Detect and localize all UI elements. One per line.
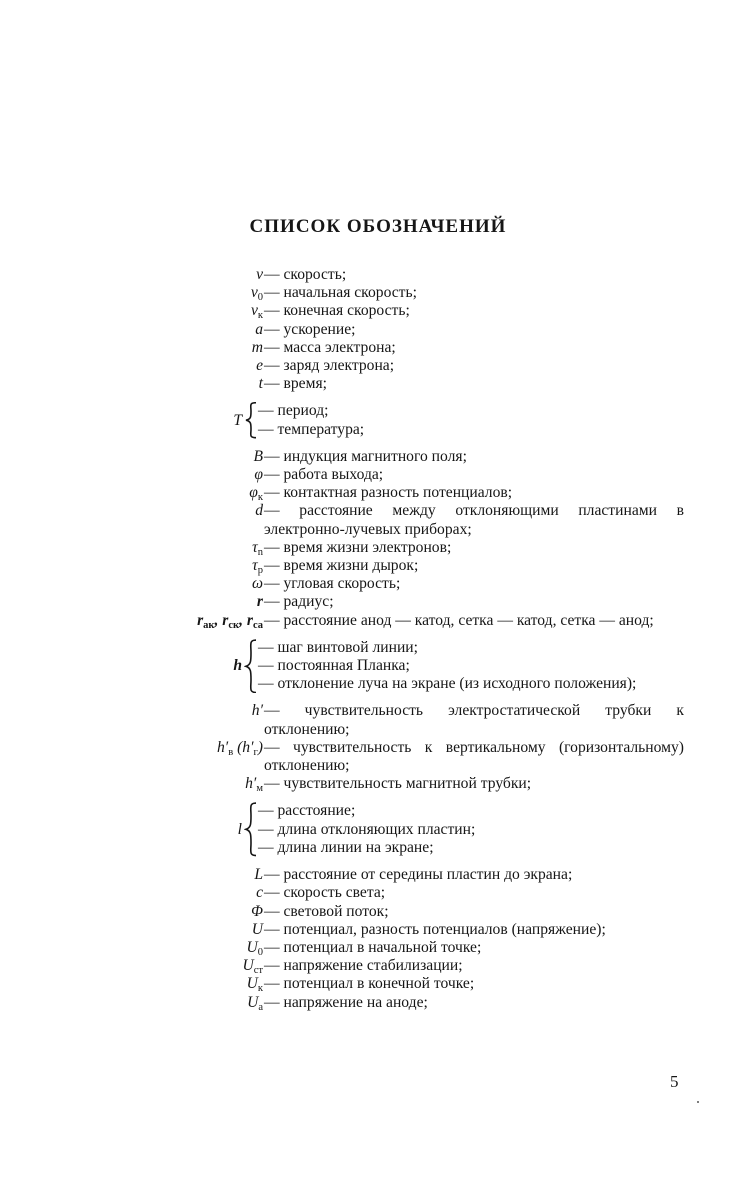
symbol: $\varphi_к$ bbox=[249, 484, 263, 504]
description: — расстояние от середины пластин до экрана; bbox=[264, 866, 573, 884]
entry-a bbox=[0, 321, 756, 339]
entry-v0 bbox=[0, 284, 756, 302]
entry-t bbox=[0, 375, 756, 393]
entry-taun bbox=[0, 539, 756, 557]
symbol: $\tau_n$ bbox=[252, 538, 263, 558]
curly-brace-icon bbox=[244, 802, 258, 857]
entry-omega bbox=[0, 575, 756, 593]
description: — чувствительность электростатической трубки к отклонению; bbox=[264, 702, 684, 738]
entry-m bbox=[0, 339, 756, 357]
description: — напряжение на аноде; bbox=[264, 993, 428, 1011]
symbol: ω bbox=[251, 575, 263, 593]
symbol: $U_к$ bbox=[246, 975, 263, 995]
symbol: a bbox=[255, 320, 263, 338]
paper-speck bbox=[697, 1101, 699, 1103]
description: — скорость; bbox=[264, 266, 347, 283]
entry-h-prime-m bbox=[0, 775, 756, 793]
symbol: $h'_в$ $(h'_г)$ bbox=[216, 738, 263, 758]
description: — световой поток; bbox=[264, 902, 389, 920]
symbol: $U_{ст}$ bbox=[242, 957, 263, 977]
entry-v bbox=[0, 266, 756, 284]
entry-B bbox=[0, 448, 756, 466]
entry-h-prime bbox=[0, 702, 756, 738]
page-number: 5 bbox=[670, 1072, 679, 1091]
symbol: T bbox=[233, 411, 242, 429]
symbol: $h'_м$ bbox=[245, 775, 263, 795]
entry-L bbox=[0, 866, 756, 884]
description: — чувствительность к вертикальному (горизонтальному) отклонению; bbox=[264, 738, 684, 775]
description: — время жизни дырок; bbox=[264, 557, 419, 575]
symbol: l bbox=[237, 820, 242, 838]
symbol: t bbox=[258, 375, 263, 393]
entry-Phi bbox=[0, 903, 756, 921]
description: — расстояние анод — катод, сетка — катод, сетка — анод; bbox=[264, 611, 654, 629]
description: — начальная скорость; bbox=[264, 284, 417, 302]
description: — период; bbox=[258, 402, 329, 420]
symbol: L bbox=[254, 866, 263, 884]
symbol: v bbox=[256, 266, 263, 283]
description: — чувствительность магнитной трубки; bbox=[264, 775, 532, 793]
description: — контактная разность потенциалов; bbox=[264, 484, 513, 502]
symbol: $U_0$ bbox=[246, 938, 263, 958]
symbol: U bbox=[251, 920, 263, 938]
curly-brace-icon bbox=[244, 639, 258, 694]
symbol: d bbox=[255, 502, 263, 520]
notation-list bbox=[0, 266, 756, 1012]
symbol: $v_0$ bbox=[250, 284, 263, 304]
symbol: h bbox=[233, 657, 242, 675]
description: — потенциал в начальной точке; bbox=[264, 938, 482, 956]
entry-phi bbox=[0, 466, 756, 484]
entry-d bbox=[0, 502, 756, 538]
symbol: c bbox=[256, 884, 263, 902]
entry-taup bbox=[0, 557, 756, 575]
description: — ускорение; bbox=[264, 320, 356, 338]
symbol: m bbox=[251, 338, 263, 356]
symbol: Φ bbox=[251, 902, 263, 920]
entry-T bbox=[0, 402, 756, 438]
description: — масса электрона; bbox=[264, 338, 396, 356]
description: — температура; bbox=[258, 420, 365, 438]
entry-h-prime-v bbox=[0, 739, 756, 775]
entry-r-distances bbox=[0, 612, 756, 630]
entry-vk bbox=[0, 302, 756, 320]
page-title: СПИСОК ОБОЗНАЧЕНИЙ bbox=[249, 216, 507, 237]
symbol: e bbox=[256, 357, 263, 375]
description: — шаг винтовой линии; bbox=[258, 638, 418, 656]
description: — индукция магнитного поля; bbox=[264, 447, 467, 465]
symbol: B bbox=[253, 447, 263, 465]
symbol: $r_{ак}$, $r_{ск}$, $r_{са}$ bbox=[197, 611, 263, 631]
description: — потенциал в конечной точке; bbox=[264, 975, 475, 993]
entry-U0 bbox=[0, 939, 756, 957]
description: — конечная скорость; bbox=[264, 302, 410, 320]
symbol: φ bbox=[254, 466, 263, 484]
description: — работа выхода; bbox=[264, 466, 384, 484]
entry-l bbox=[0, 802, 756, 857]
description: — отклонение луча на экране (из исходного положения); bbox=[258, 675, 637, 693]
symbol: $U_а$ bbox=[247, 993, 263, 1013]
entry-c bbox=[0, 884, 756, 902]
symbol: r bbox=[256, 593, 263, 611]
entry-Ust bbox=[0, 957, 756, 975]
symbol: h′ bbox=[251, 702, 263, 720]
description: — заряд электрона; bbox=[264, 357, 395, 375]
description: — напряжение стабилизации; bbox=[264, 957, 463, 975]
symbol: $\tau_p$ bbox=[252, 557, 263, 577]
entry-r bbox=[0, 593, 756, 611]
curly-brace-icon bbox=[244, 402, 258, 438]
description: — потенциал, разность потенциалов (напряжение); bbox=[264, 920, 606, 938]
description: — расстояние между отклоняющими пластинами в электронно-лучевых приборах; bbox=[264, 502, 684, 538]
entry-Uk bbox=[0, 975, 756, 993]
description: — скорость света; bbox=[264, 884, 386, 902]
entry-e bbox=[0, 357, 756, 375]
description: — угловая скорость; bbox=[264, 575, 401, 593]
description: — время жизни электронов; bbox=[264, 538, 452, 556]
description: — длина отклоняющих пластин; bbox=[258, 820, 476, 838]
entry-Ua bbox=[0, 994, 756, 1012]
entry-h bbox=[0, 639, 756, 694]
entry-U bbox=[0, 921, 756, 939]
description: — длина линии на экране; bbox=[258, 838, 434, 856]
description: — постоянная Планка; bbox=[258, 657, 410, 675]
description: — расстояние; bbox=[258, 802, 356, 820]
entry-phik bbox=[0, 484, 756, 502]
symbol: $v_к$ bbox=[250, 302, 263, 322]
description: — радиус; bbox=[264, 593, 334, 611]
description: — время; bbox=[264, 375, 327, 393]
